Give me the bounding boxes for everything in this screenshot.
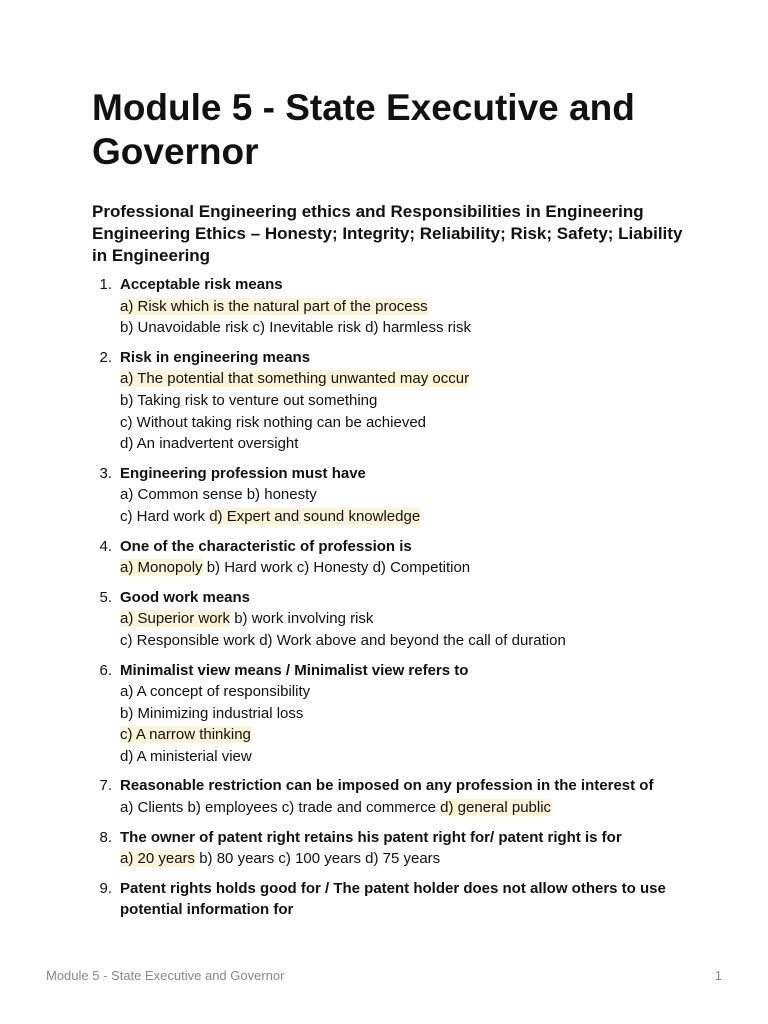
option-text: d) A ministerial view xyxy=(120,747,252,765)
option-text: b) Unavoidable risk c) Inevitable risk d) harmless risk xyxy=(120,319,471,337)
option-line xyxy=(120,317,692,339)
option-text: c) Responsible work d) Work above and beyond the call of duration xyxy=(120,631,566,649)
question-item xyxy=(92,587,692,652)
option-text: c) Without taking risk nothing can be achieved xyxy=(120,413,426,431)
highlighted-answer: a) 20 years xyxy=(120,850,196,868)
option-text: a) Common sense b) honesty xyxy=(120,486,317,504)
question-item xyxy=(92,274,692,339)
question-item xyxy=(92,463,692,528)
option-line xyxy=(120,681,692,703)
option-line xyxy=(120,557,692,579)
section-subtitle: Professional Engineering ethics and Responsibilities in Engineering Engineering Ethics – Honesty; Integrity; Reliability; Risk; Safety; Liability in Engineering xyxy=(92,202,683,265)
question-item xyxy=(92,827,692,870)
option-line xyxy=(120,412,692,434)
question-number: 9. xyxy=(99,879,112,897)
question-number: 8. xyxy=(99,828,112,846)
option-text: a) A concept of responsibility xyxy=(120,683,311,701)
option-text: d) An inadvertent oversight xyxy=(120,435,299,453)
highlighted-answer: c) A narrow thinking xyxy=(120,726,251,744)
question-number: 3. xyxy=(99,464,112,482)
question-item xyxy=(92,775,692,818)
option-text: a) Clients b) employees c) trade and commerce xyxy=(120,799,441,817)
option-line xyxy=(120,484,692,506)
highlighted-answer: a) Monopoly xyxy=(120,559,203,577)
option-text: c) Hard work xyxy=(120,507,210,525)
question-text: Patent rights holds good for / The patent holder does not allow others to use potential information for xyxy=(120,879,666,919)
question-text: Reasonable restriction can be imposed on any profession in the interest of xyxy=(120,777,654,795)
option-line xyxy=(120,724,692,746)
highlighted-answer: a) The potential that something unwanted may occur xyxy=(120,370,470,388)
option-text: b) Hard work c) Honesty d) Competition xyxy=(202,559,471,577)
question-item xyxy=(92,347,692,455)
option-line xyxy=(120,608,692,630)
question-number: 1. xyxy=(99,276,112,293)
option-line xyxy=(120,296,692,318)
question-text: Engineering profession must have xyxy=(120,464,366,482)
question-text: Minimalist view means / Minimalist view refers to xyxy=(120,661,469,679)
question-text: The owner of patent right retains his patent right for/ patent right is for xyxy=(120,828,622,846)
question-text: One of the characteristic of profession is xyxy=(120,537,412,555)
option-line xyxy=(120,746,692,768)
option-text: b) Taking risk to venture out something xyxy=(120,391,378,409)
option-line xyxy=(120,506,692,528)
option-line xyxy=(120,797,692,819)
highlighted-answer: d) general public xyxy=(440,799,552,817)
question-number: 7. xyxy=(99,777,112,795)
question-number: 2. xyxy=(99,348,112,366)
footer-title: Module 5 - State Executive and Governor xyxy=(46,968,285,983)
question-item xyxy=(92,536,692,579)
highlighted-answer: d) Expert and sound knowledge xyxy=(209,507,421,525)
footer-page-number: 1 xyxy=(714,968,722,983)
page-title: Module 5 - State Executive and Governor xyxy=(92,87,635,172)
question-number: 4. xyxy=(99,537,112,555)
highlighted-answer: a) Superior work xyxy=(120,610,231,628)
option-line xyxy=(120,433,692,455)
option-line xyxy=(120,390,692,412)
question-text: Good work means xyxy=(120,588,251,606)
option-line xyxy=(120,368,692,390)
highlighted-answer: a) Risk which is the natural part of the process xyxy=(120,297,428,315)
option-line xyxy=(120,848,692,870)
option-text: b) 80 years c) 100 years d) 75 years xyxy=(195,850,441,868)
question-number: 5. xyxy=(99,588,112,606)
question-list xyxy=(92,274,692,921)
option-line xyxy=(120,703,692,725)
question-text: Acceptable risk means xyxy=(120,276,283,293)
option-line xyxy=(120,630,692,652)
question-item xyxy=(92,660,692,768)
option-text: b) Minimizing industrial loss xyxy=(120,704,304,722)
question-text: Risk in engineering means xyxy=(120,348,311,366)
document-page xyxy=(92,86,692,929)
question-item xyxy=(92,878,692,921)
question-number: 6. xyxy=(99,661,112,679)
option-text: b) work involving risk xyxy=(230,610,374,628)
